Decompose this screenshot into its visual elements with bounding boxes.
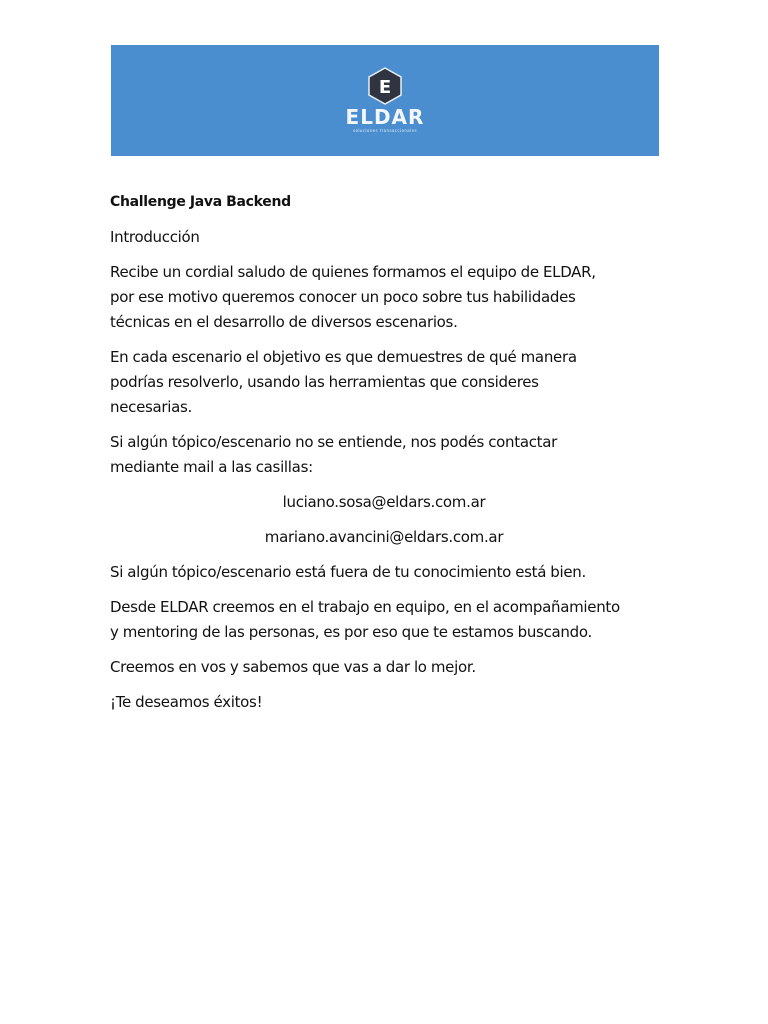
paragraph-objective bbox=[110, 345, 670, 420]
paragraph-line: mediante mail a las casillas: bbox=[110, 458, 313, 476]
eldar-hexagon-logo-icon bbox=[367, 67, 403, 105]
document-title: Challenge Java Backend bbox=[110, 194, 291, 210]
paragraph-teamwork bbox=[110, 595, 670, 645]
logo-tagline: soluciones transaccionales bbox=[352, 128, 418, 133]
email-link-mariano[interactable]: mariano.avancini@eldars.com.ar bbox=[264, 528, 504, 546]
paragraph-line: necesarias. bbox=[110, 398, 193, 416]
paragraph-closing: ¡Te deseamos éxitos! bbox=[110, 693, 263, 711]
paragraph-line: En cada escenario el objetivo es que demuestres de qué manera bbox=[110, 348, 577, 366]
paragraph-line: técnicas en el desarrollo de diversos escenarios. bbox=[110, 313, 458, 331]
paragraph-line: podrías resolverlo, usando las herramientas que consideres bbox=[110, 373, 539, 391]
paragraph-contact bbox=[110, 430, 670, 480]
document-body bbox=[110, 190, 670, 715]
eldar-logo bbox=[111, 45, 659, 156]
paragraph-line: y mentoring de las personas, es por eso que te estamos buscando. bbox=[110, 623, 592, 641]
paragraph-line: por ese motivo queremos conocer un poco sobre tus habilidades bbox=[110, 288, 576, 306]
paragraph-line: Desde ELDAR creemos en el trabajo en equipo, en el acompañamiento bbox=[110, 598, 620, 616]
paragraph-greeting bbox=[110, 260, 670, 335]
logo-wordmark: ELDAR bbox=[345, 105, 425, 129]
paragraph-line: Si algún tópico/escenario no se entiende, nos podés contactar bbox=[110, 433, 558, 451]
email-link-luciano[interactable]: luciano.sosa@eldars.com.ar bbox=[282, 493, 486, 511]
paragraph-knowledge: Si algún tópico/escenario está fuera de tu conocimiento está bien. bbox=[110, 563, 586, 581]
paragraph-belief: Creemos en vos y sabemos que vas a dar lo mejor. bbox=[110, 658, 476, 676]
logo-letter: E bbox=[378, 77, 392, 98]
intro-heading: Introducción bbox=[110, 228, 200, 246]
paragraph-line: Recibe un cordial saludo de quienes formamos el equipo de ELDAR, bbox=[110, 263, 596, 281]
header-banner bbox=[111, 45, 659, 156]
